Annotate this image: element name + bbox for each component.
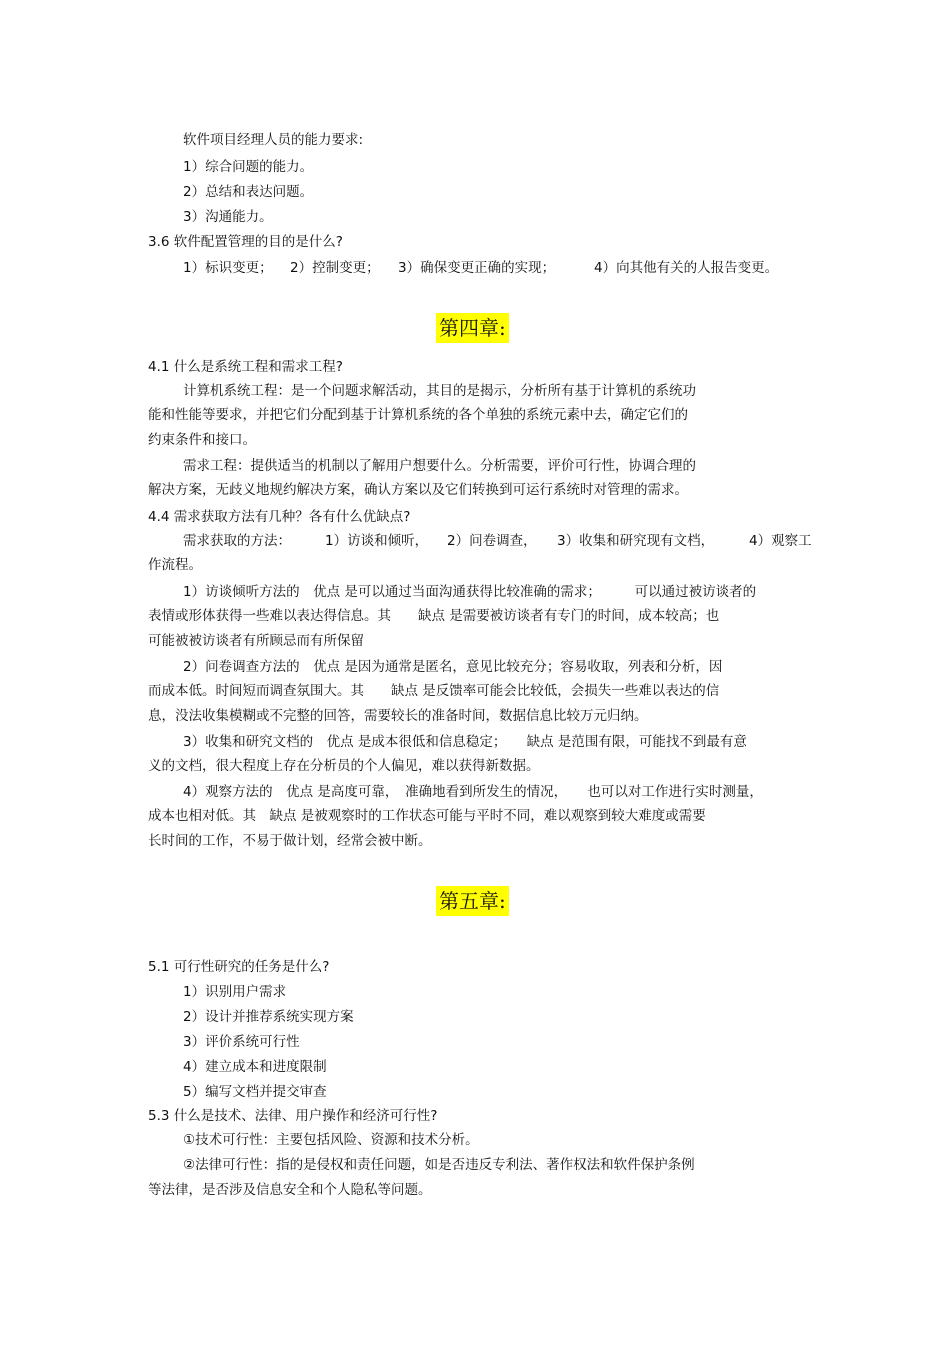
paragraph-line: ②法律可行性：指的是侵权和责任问题，如是否违反专利法、著作权法和软件保护条例 xyxy=(183,1157,695,1173)
list-item: 2）设计并推荐系统实现方案 xyxy=(183,1009,354,1025)
paragraph-line: 4）观察方法的 优点 是高度可靠， 准确地看到所发生的情况， 也可以对工作进行实时测量， xyxy=(183,784,763,800)
list-item: 2）总结和表达问题。 xyxy=(183,184,314,200)
paragraph-line: 能和性能等要求，并把它们分配到基于计算机系统的各个单独的系统元素中去，确定它们的 xyxy=(148,407,688,423)
paragraph-line: 义的文档，很大程度上存在分析员的个人偏见，难以获得新数据。 xyxy=(148,758,540,774)
list-item: 3）评价系统可行性 xyxy=(183,1034,300,1050)
methods-lead: 需求获取的方法： xyxy=(183,533,291,549)
paragraph-line: 计算机系统工程：是一个问题求解活动，其目的是揭示，分析所有基于计算机的系统功 xyxy=(183,383,696,399)
method-item: 2）问卷调查， xyxy=(447,533,537,549)
answer-item: 2）控制变更； xyxy=(290,260,380,276)
question-3-6-title: 3.6 软件配置管理的目的是什么? xyxy=(148,234,343,250)
paragraph-line: 解决方案，无歧义地规约解决方案，确认方案以及它们转换到可运行系统时对管理的需求。 xyxy=(148,482,688,498)
paragraph-line: 3）收集和研究文档的 优点 是成本很低和信息稳定； 缺点 是范围有限，可能找不到最有意 xyxy=(183,734,747,750)
paragraph-line: 可能被被访谈者有所顾忌而有所保留 xyxy=(148,633,364,649)
paragraph-line: 1）访谈倾听方法的 优点 是可以通过当面沟通获得比较准确的需求； 可以通过被访谈者的 xyxy=(183,584,757,600)
question-4-1-title: 4.1 什么是系统工程和需求工程? xyxy=(148,359,343,375)
answer-item: 1）标识变更； xyxy=(183,260,273,276)
answer-item: 4）向其他有关的人报告变更。 xyxy=(594,260,779,276)
paragraph-line: 而成本低。时间短而调查氛围大。其 缺点 是反馈率可能会比较低，会损失一些难以表达的信 xyxy=(148,683,720,699)
question-5-3-title: 5.3 什么是技术、法律、用户操作和经济可行性? xyxy=(148,1108,438,1124)
paragraph-line: 约束条件和接口。 xyxy=(148,432,256,448)
method-item: 1）访谈和倾听， xyxy=(325,533,429,549)
chapter-5-heading: 第五章: xyxy=(436,886,509,916)
paragraph-line: 表情或形体获得一些难以表达得信息。其 缺点 是需要被访谈者有专门的时间，成本较高；也 xyxy=(148,608,720,624)
chapter-4-heading: 第四章: xyxy=(436,313,509,343)
paragraph-line: 作流程。 xyxy=(148,557,202,573)
list-item: 1）识别用户需求 xyxy=(183,984,287,1000)
paragraph-line: 2）问卷调查方法的 优点 是因为通常是匿名，意见比较充分；容易收取，列表和分析，因 xyxy=(183,659,723,675)
answer-item: 3）确保变更正确的实现； xyxy=(398,260,556,276)
pm-ability-intro: 软件项目经理人员的能力要求: xyxy=(183,132,364,148)
question-5-1-title: 5.1 可行性研究的任务是什么? xyxy=(148,959,330,975)
list-item: 1）综合问题的能力。 xyxy=(183,159,314,175)
method-item: 3）收集和研究现有文档， xyxy=(557,533,715,549)
list-item: 4）建立成本和进度限制 xyxy=(183,1059,327,1075)
paragraph-line: ①技术可行性：主要包括风险、资源和技术分析。 xyxy=(183,1132,479,1148)
list-item: 5）编写文档并提交审查 xyxy=(183,1084,327,1100)
paragraph-line: 等法律，是否涉及信息安全和个人隐私等问题。 xyxy=(148,1182,432,1198)
method-item: 4）观察工 xyxy=(749,533,812,549)
paragraph-line: 息，没法收集模糊或不完整的回答，需要较长的准备时间，数据信息比较万元归纳。 xyxy=(148,708,648,724)
paragraph-line: 长时间的工作，不易于做计划，经常会被中断。 xyxy=(148,833,432,849)
paragraph-line: 成本也相对低。其 缺点 是被观察时的工作状态可能与平时不同，难以观察到较大难度或需要 xyxy=(148,808,706,824)
list-item: 3）沟通能力。 xyxy=(183,209,273,225)
question-4-4-title: 4.4 需求获取方法有几种？各有什么优缺点? xyxy=(148,509,411,525)
paragraph-line: 需求工程：提供适当的机制以了解用户想要什么。分析需要，评价可行性，协调合理的 xyxy=(183,458,696,474)
